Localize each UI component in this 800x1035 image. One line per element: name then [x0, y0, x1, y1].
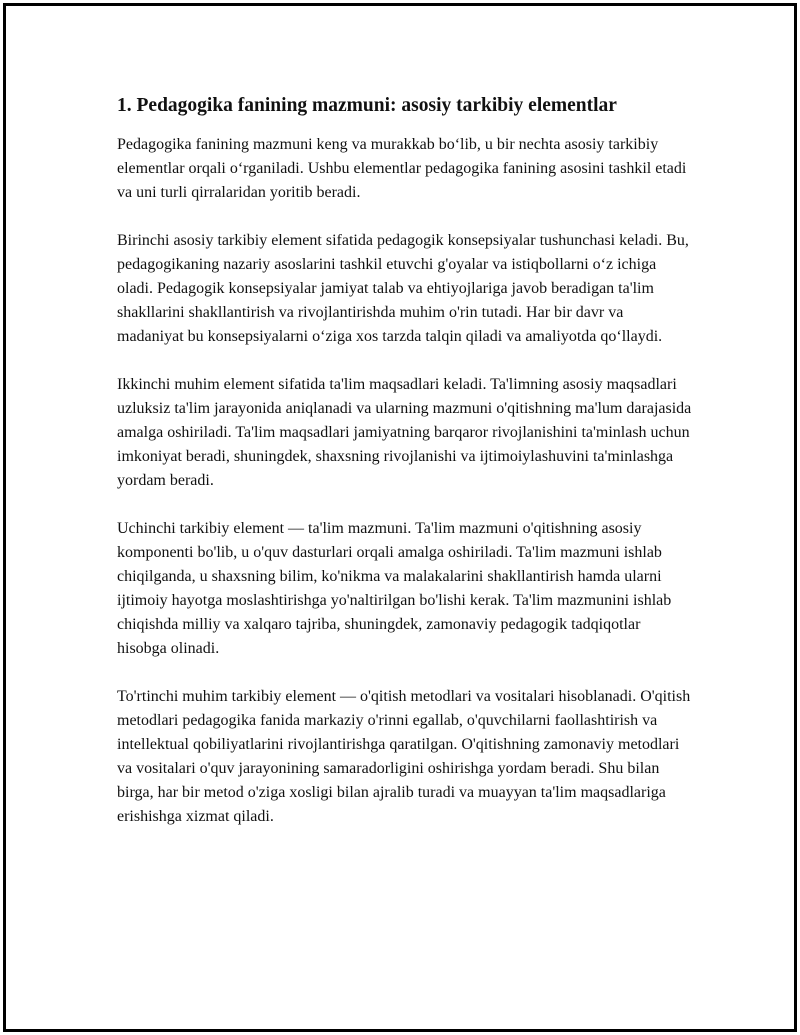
section-heading: 1. Pedagogika fanining mazmuni: asosiy tarkibiy elementlar: [117, 95, 617, 116]
paragraph-methods: To'rtinchi muhim tarkibiy element — o'qitish metodlari va vositalari hisoblanadi. O'qitish metodlari pedagogika fanida markaziy o'rinni egallab, o'quvchilarni faollashtirish va intellektual qobiliyatlarini rivojlantirishga qaratilgan. O'qitishning zamonaviy metodlari va vositalari o'quv jarayonining samaradorligini oshirishga yordam beradi. Shu bilan birga, har bir metod o'ziga xosligi bilan ajralib turadi va muayyan ta'lim maqsadlariga erishishga xizmat qiladi.: [117, 688, 691, 825]
paragraph-content: Uchinchi tarkibiy element — ta'lim mazmuni. Ta'lim mazmuni o'qitishning asosiy komponenti bo'lib, u o'quv dasturlari orqali amalga oshiriladi. Ta'lim mazmuni ishlab chiqilganda, u shaxsning bilim, ko'nikma va malakalarini shakllantirish hamda ularni ijtimoiy hayotga moslashtirishga yo'naltirilgan bo'lishi kerak. Ta'lim mazmunini ishlab chiqishda milliy va xalqaro tajriba, shuningdek, zamonaviy pedagogik tadqiqotlar hisobga olinadi.: [117, 520, 672, 657]
paragraph-goals: Ikkinchi muhim element sifatida ta'lim maqsadlari keladi. Ta'limning asosiy maqsadlari uzluksiz ta'lim jarayonida aniqlanadi va ularning mazmuni o'qitishning ma'lum darajasida amalga oshiriladi. Ta'lim maqsadlari jamiyatning barqaror rivojlanishini ta'minlash uchun imkoniyat beradi, shuningdek, shaxsning rivojlanishi va ijtimoiylashuvini ta'minlashga yordam beradi.: [117, 376, 692, 489]
paragraph-intro: Pedagogika fanining mazmuni keng va murakkab bo‘lib, u bir nechta asosiy tarkibiy elementlar orqali o‘rganiladi. Ushbu elementlar pedagogika fanining asosini tashkil etadi va uni turli qirralaridan yoritib beradi.: [117, 136, 687, 201]
document-body: [117, 93, 692, 853]
paragraph-concepts: Birinchi asosiy tarkibiy element sifatida pedagogik konsepsiyalar tushunchasi keladi. Bu, pedagogikaning nazariy asoslarini tashkil etuvchi g'oyalar va istiqbollarni o‘z ichiga oladi. Pedagogik konsepsiyalar jamiyat talab va ehtiyojlariga javob beradigan ta'lim shakllarini shakllantirish va rivojlantirishda muhim o'rin tutadi. Har bir davr va madaniyat bu konsepsiyalarni o‘ziga xos tarzda talqin qiladi va amaliyotda qo‘llaydi.: [117, 232, 689, 345]
